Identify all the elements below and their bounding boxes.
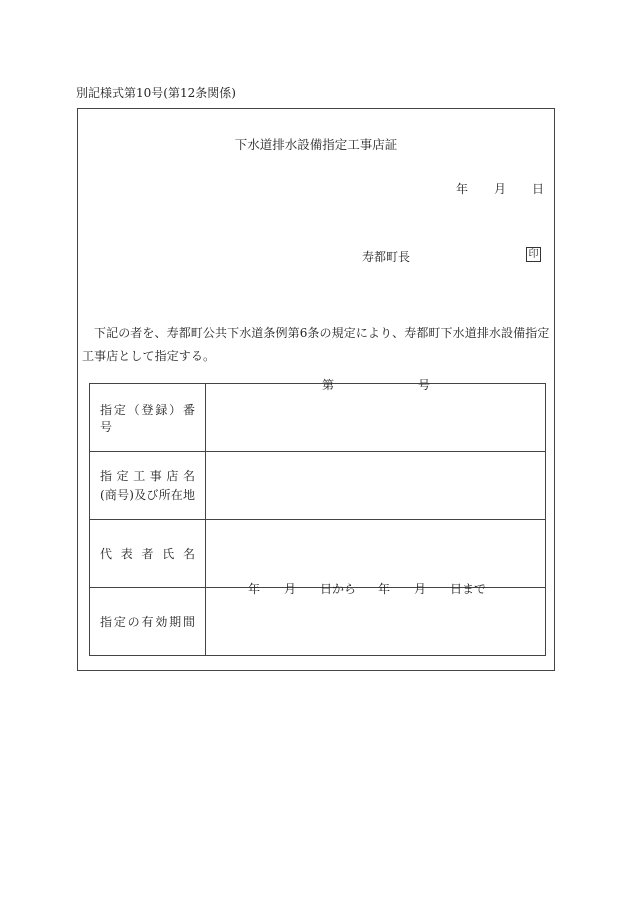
to-month-label: 月 [414, 582, 427, 596]
date-day-label: 日 [531, 182, 544, 196]
document-title: 下水道排水設備指定工事店証 [234, 137, 398, 152]
table-row [90, 384, 546, 452]
validity-period-label: 指定の有効期間 [90, 588, 206, 656]
contractor-name-label-line2: (商号)及び所在地 [100, 487, 195, 502]
table-row [90, 452, 546, 520]
seal-mark: 印 [526, 247, 541, 262]
designation-statement: 下記の者を、寿都町公共下水道条例第6条の規定により、寿都町下水道排水設備指定工事店として指定する。 [82, 326, 550, 363]
date-month-label: 月 [493, 182, 506, 196]
date-year-label: 年 [456, 182, 469, 196]
from-day-label: 日から [320, 582, 357, 596]
representative-name-label: 代表者氏名 [90, 520, 206, 588]
form-number-label: 別記様式第10号(第12条関係) [76, 86, 236, 100]
contractor-name-label [90, 452, 206, 520]
representative-name-field [206, 520, 546, 588]
registration-number-label: 指定（登録）番号 [90, 384, 206, 452]
registration-number-field [206, 378, 546, 452]
number-suffix: 号 [418, 378, 431, 392]
table-row [90, 588, 546, 656]
contractor-name-field [206, 452, 546, 520]
validity-period-field [206, 582, 546, 656]
certificate-frame [77, 108, 555, 671]
to-year-label: 年 [378, 582, 391, 596]
table-row [90, 520, 546, 588]
number-prefix: 第 [322, 378, 335, 392]
to-day-label: 日まで [450, 582, 487, 596]
from-year-label: 年 [248, 582, 261, 596]
issuer-name: 寿都町長 [362, 250, 411, 264]
contractor-name-label-line1: 指定工事店名 [100, 468, 195, 483]
designation-info-table [89, 378, 546, 656]
issue-date [456, 180, 544, 197]
from-month-label: 月 [284, 582, 297, 596]
